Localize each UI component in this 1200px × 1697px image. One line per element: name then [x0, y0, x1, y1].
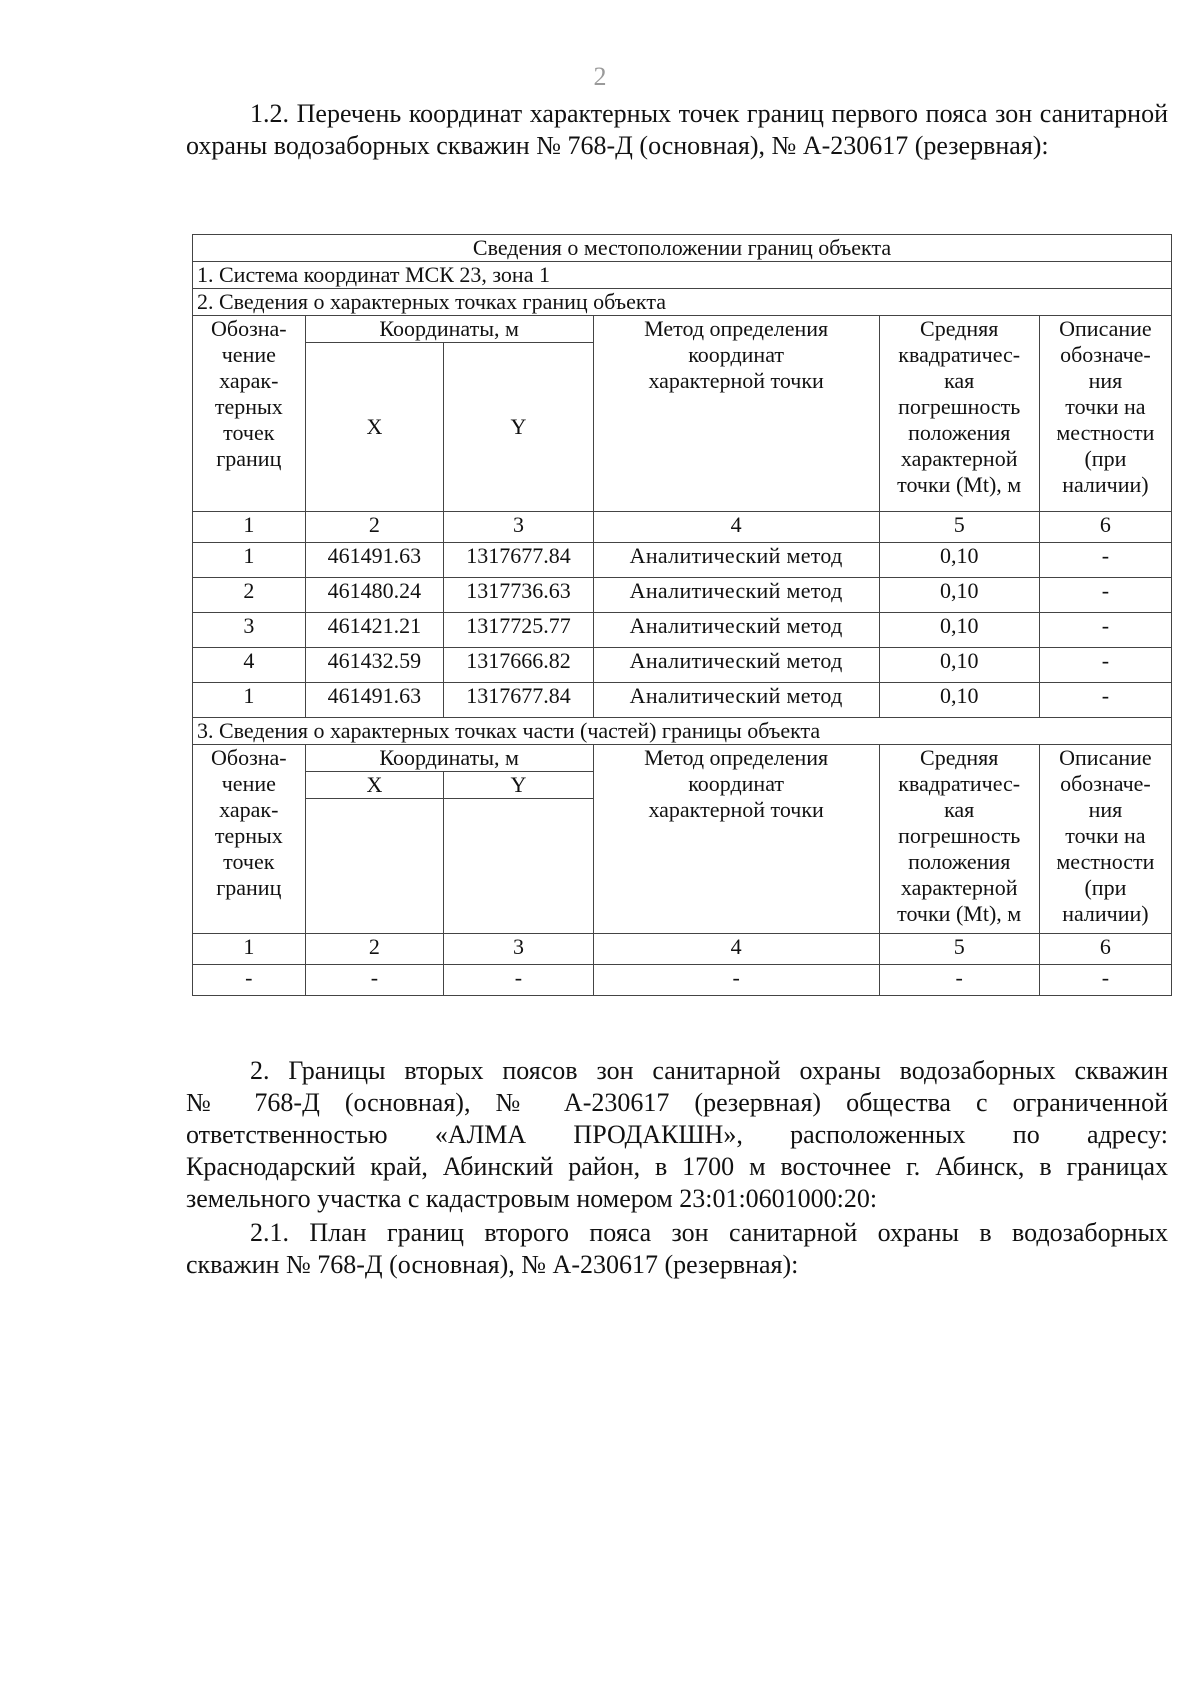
header-error-line: погрешность: [898, 823, 1021, 848]
column-number-row: [193, 512, 1172, 543]
cell-method: Аналитический метод: [593, 613, 879, 648]
cell-x: -: [305, 965, 444, 996]
header-designation-line: терных: [214, 394, 283, 419]
paragraph-2-line: [186, 1055, 1168, 1087]
column-number: 1: [193, 512, 306, 543]
header-error-line: погрешность: [898, 394, 1021, 419]
cell-method: Аналитический метод: [593, 578, 879, 613]
column-number-row: [193, 934, 1172, 965]
coord-system-row: 1. Система координат МСК 23, зона 1: [193, 262, 1172, 289]
paragraph-2-line-text: 2. Границы вторых поясов зон санитарной охраны водозаборных скважин: [250, 1056, 1168, 1085]
header-designation-line: границ: [216, 875, 282, 900]
cell-error: 0,10: [879, 543, 1039, 578]
header-error-line: кая: [944, 797, 975, 822]
cell-error: 0,10: [879, 578, 1039, 613]
column-number: 5: [879, 934, 1039, 965]
header-coordinates: Координаты, м: [305, 745, 593, 772]
header-description-line: (при: [1084, 446, 1127, 471]
header-description-line: обозначе-: [1060, 771, 1151, 796]
cell-y: 1317725.77: [444, 613, 593, 648]
cell-description: -: [1039, 683, 1171, 718]
column-number: 1: [193, 934, 306, 965]
cell-description: -: [1039, 965, 1171, 996]
header-error: [879, 745, 1039, 934]
column-number: 6: [1039, 512, 1171, 543]
header-method-line: координат: [688, 771, 785, 796]
column-number: 4: [593, 512, 879, 543]
header-designation: [193, 745, 306, 934]
section-3-title: 3. Сведения о характерных точках части (частей) границы объекта: [193, 718, 1172, 745]
paragraph-1-2: [186, 98, 1168, 162]
cell-error: 0,10: [879, 613, 1039, 648]
cell-error: 0,10: [879, 683, 1039, 718]
header-y-spacer: [444, 799, 593, 934]
header-designation-line: границ: [216, 446, 282, 471]
cell-x: 461480.24: [305, 578, 444, 613]
cell-description: -: [1039, 578, 1171, 613]
cell-point: 2: [193, 578, 306, 613]
header-description-line: наличии): [1062, 901, 1149, 926]
header-error-line: квадратичес-: [898, 342, 1021, 367]
header-designation: [193, 316, 306, 512]
header-method: [593, 316, 879, 512]
header-description-line: местности: [1056, 849, 1155, 874]
column-number: 2: [305, 512, 444, 543]
cell-y: -: [444, 965, 593, 996]
header-description-line: наличии): [1062, 472, 1149, 497]
header-y: Y: [444, 772, 593, 799]
header-description: [1039, 745, 1171, 934]
header-designation-line: точек: [223, 420, 275, 445]
header-designation-line: терных: [214, 823, 283, 848]
column-number: 3: [444, 934, 593, 965]
cell-point: -: [193, 965, 306, 996]
paragraph-2-1-line: [186, 1217, 1168, 1249]
column-number: 5: [879, 512, 1039, 543]
paragraph-2-line: Краснодарский край, Абинский район, в 1700 м восточнее г. Абинск, в границах: [186, 1152, 1168, 1181]
cell-y: 1317677.84: [444, 683, 593, 718]
table-row: [193, 965, 1172, 996]
header-description-line: местности: [1056, 420, 1155, 445]
header-method-line: характерной точки: [648, 797, 824, 822]
cell-y: 1317736.63: [444, 578, 593, 613]
header-description-line: (при: [1084, 875, 1127, 900]
column-number: 6: [1039, 934, 1171, 965]
cell-method: Аналитический метод: [593, 648, 879, 683]
header-error-line: точки (Mt), м: [897, 901, 1022, 926]
header-designation-line: чение: [221, 771, 276, 796]
column-number: 3: [444, 512, 593, 543]
column-number: 4: [593, 934, 879, 965]
header-x: X: [305, 343, 444, 512]
header-coordinates: Координаты, м: [305, 316, 593, 343]
header-method: [593, 745, 879, 934]
header-designation-line: харак-: [219, 368, 279, 393]
cell-y: 1317666.82: [444, 648, 593, 683]
header-designation-line: Обозна-: [210, 745, 287, 770]
paragraph-2-1-line-text: 2.1. План границ второго пояса зон санитарной охраны в водозаборных: [250, 1218, 1168, 1247]
column-number: 2: [305, 934, 444, 965]
header-error-line: положения: [908, 420, 1011, 445]
header-designation-line: точек: [223, 849, 275, 874]
cell-point: 1: [193, 543, 306, 578]
cell-description: -: [1039, 543, 1171, 578]
header-error-line: характерной: [900, 875, 1018, 900]
header-method-line: Метод определения: [644, 745, 829, 770]
cell-x: 461491.63: [305, 683, 444, 718]
cell-point: 4: [193, 648, 306, 683]
header-x: X: [305, 772, 444, 799]
table-row: [193, 613, 1172, 648]
paragraph-1-2-text: Перечень координат характерных точек границ первого пояса зон санитарной охраны водозаборных скважин № 768-Д (основная), № А-230617 (резервная):: [186, 99, 1169, 160]
header-method-line: характерной точки: [648, 368, 824, 393]
cell-point: 3: [193, 613, 306, 648]
paragraph-2-1-line: скважин № 768-Д (основная), № А-230617 (резервная):: [186, 1250, 799, 1279]
header-method-line: Метод определения: [644, 316, 829, 341]
table-row: [193, 683, 1172, 718]
paragraph-2: [186, 1055, 1168, 1215]
paragraph-2-line: земельного участка с кадастровым номером 23:01:0601000:20:: [186, 1184, 878, 1213]
header-error-line: квадратичес-: [898, 771, 1021, 796]
header-x-spacer: [305, 799, 444, 934]
header-error-line: точки (Mt), м: [897, 472, 1022, 497]
header-error-line: кая: [944, 368, 975, 393]
boundary-coordinates-table: [192, 234, 1172, 996]
cell-y: 1317677.84: [444, 543, 593, 578]
header-designation-line: харак-: [219, 797, 279, 822]
header-designation-line: Обозна-: [210, 316, 287, 341]
page-number: 2: [593, 62, 607, 91]
table-row: [193, 543, 1172, 578]
paragraph-2-line: ответственностью «АЛМА ПРОДАКШН», расположенных по адресу:: [186, 1120, 1168, 1149]
header-description-line: Описание: [1059, 745, 1152, 770]
cell-description: -: [1039, 613, 1171, 648]
header-description-line: точки на: [1065, 394, 1146, 419]
section-2-title: 2. Сведения о характерных точках границ объекта: [193, 289, 1172, 316]
paragraph-1-2-number: 1.2.: [250, 99, 289, 128]
cell-x: 461432.59: [305, 648, 444, 683]
header-error-line: положения: [908, 849, 1011, 874]
header-description-line: ния: [1088, 368, 1123, 393]
cell-method: -: [593, 965, 879, 996]
cell-description: -: [1039, 648, 1171, 683]
header-description-line: обозначе-: [1060, 342, 1151, 367]
table-row: [193, 578, 1172, 613]
cell-method: Аналитический метод: [593, 543, 879, 578]
paragraph-2-line: № 768-Д (основная), № А-230617 (резервная) общества с ограниченной: [186, 1088, 1168, 1117]
header-error-line: Средняя: [920, 316, 999, 341]
header-y: Y: [444, 343, 593, 512]
header-description-line: Описание: [1059, 316, 1152, 341]
header-method-line: координат: [688, 342, 785, 367]
table-row: [193, 648, 1172, 683]
header-description: [1039, 316, 1171, 512]
header-description-line: точки на: [1065, 823, 1146, 848]
cell-error: -: [879, 965, 1039, 996]
cell-x: 461421.21: [305, 613, 444, 648]
cell-error: 0,10: [879, 648, 1039, 683]
cell-point: 1: [193, 683, 306, 718]
header-description-line: ния: [1088, 797, 1123, 822]
cell-method: Аналитический метод: [593, 683, 879, 718]
paragraph-2-1: [186, 1217, 1168, 1281]
cell-x: 461491.63: [305, 543, 444, 578]
header-error-line: характерной: [900, 446, 1018, 471]
header-error: [879, 316, 1039, 512]
table-title: Сведения о местоположении границ объекта: [193, 235, 1172, 262]
header-designation-line: чение: [221, 342, 276, 367]
header-error-line: Средняя: [920, 745, 999, 770]
